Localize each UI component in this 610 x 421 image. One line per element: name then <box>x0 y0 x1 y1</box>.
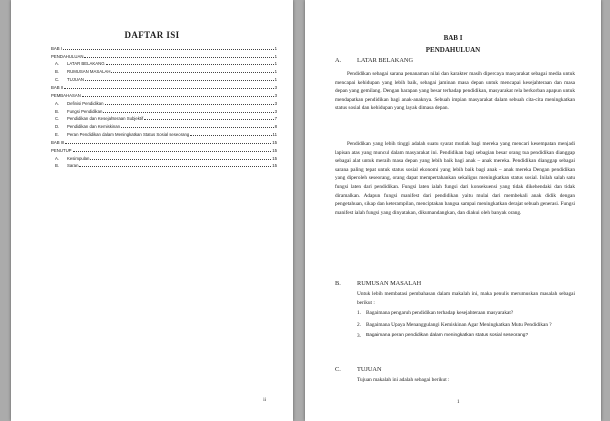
toc-entry-number: E. <box>55 131 60 137</box>
toc-entry <box>51 115 277 123</box>
toc-entry-label: TUJUAN <box>67 76 84 82</box>
toc-entry <box>51 100 277 108</box>
toc-entry-number: B. <box>55 163 60 169</box>
toc-entry-number: A. <box>55 61 60 67</box>
toc-entry-label: Kesimpulan <box>67 155 90 161</box>
toc-dot-leader <box>63 49 274 50</box>
toc-entry <box>51 147 277 155</box>
toc-entry-number: B. <box>55 69 60 75</box>
paragraph-latar-belakang-2: Pendidikan yang lebih tinggi adalah suatu syarat mutlak bagi mereka yang mencari kesempatan menjadi lapisan atas yang muncul dalam masyarakat ini. Pendidikan bagi sebagian besar orang tua pendidikan dianggap sebagai alat untuk meraih masa depan yang lebih baik bagi anak – anak mereka. Pendidikan dianggap sebagai sarana paling tepat untuk status sosial ekonomi yang lebih baik bagi anak – anak mereka Dengan pendidikan yang diperoleh seseorang, orang dapat mempertahankan sekaligus meningkatkan status sosial. Inilah salah satu fungsi laten dari pendidikan. Fungsi laten ialah fungsi dari konsekuensi yang tidak dikehendaki dan tidak diramalkan. Adapun fungsi manifest dari pendidikan yaitu mulai dari membekali anak didik dengan pengetahuan, sikap dan keterampilan, menciptakan bangsa sampai meningkatkan derajat sebuah generasi. Fungsi manifest ialah fungsi yang dinyatakan, dikumandangkan, dan diakui oleh banyak orang. <box>335 141 575 216</box>
question-list <box>357 309 575 344</box>
toc-entry-number: A. <box>55 100 60 106</box>
question-item <box>357 309 575 318</box>
toc-entry-label: RUMUSAN MASALAH <box>67 69 111 75</box>
question-number: 3. <box>357 333 361 340</box>
chapter-page <box>305 0 601 421</box>
section-letter: C. <box>335 366 341 373</box>
toc-entry-number: A. <box>55 155 60 161</box>
toc-entry <box>51 60 277 68</box>
toc-entry-label: Pendidikan dan Kemiskinan <box>67 123 121 129</box>
section-heading-rumusan-masalah <box>335 280 421 288</box>
toc-entry-label: BAB I <box>51 45 62 51</box>
toc-entry-page: 1 <box>274 69 277 75</box>
section-letter: A. <box>335 57 342 64</box>
toc-entry <box>51 76 277 84</box>
toc-dot-leader <box>64 88 273 89</box>
section-title: RUMUSAN MASALAH <box>357 280 422 287</box>
chapter-title: PENDAHULUAN <box>425 46 481 54</box>
toc-entry <box>51 84 277 92</box>
toc-dot-leader <box>105 104 274 105</box>
toc-entry-page: 1 <box>274 76 277 82</box>
toc-entry-number: C. <box>55 76 60 82</box>
toc-entry <box>51 155 277 163</box>
toc-entry <box>51 45 277 53</box>
toc-list <box>51 44 277 170</box>
section-heading-tujuan <box>335 366 382 374</box>
toc-entry-page: 15 <box>272 155 277 161</box>
toc-entry-number: B. <box>55 108 60 114</box>
rumusan-intro: Untuk lebih membatasi pembahasan dalam makalah ini, maka penulis merumuskan masalah sebagai berikut : <box>357 291 575 306</box>
toc-entry-label: PENDAHULUAN <box>51 53 84 59</box>
paragraph-latar-belakang-1: Pendidikan sebagai sarana penanaman nilai dan karakter masih dipercaya masyarakat sebagai media untuk mencapai kehidupan yang lebih baik, sebagai jaminan masa depan untuk mencapai kesejahteraan dan masa depan yang gemilang. Dengan harapan yang besar terhadap pendidikan, masyarakat rela berkorban apapun untuk mendapatkan pendidikan bagi anak-anaknya. Sebuah impian masyarakat dalam sebuah cita-cita meningkatkan status sosial dan kehidupan yang layak dimasa depan. <box>335 71 575 112</box>
toc-entry-page: 1 <box>274 53 277 59</box>
toc-dot-leader <box>121 127 274 128</box>
toc-dot-leader <box>144 119 273 120</box>
toc-entry <box>51 68 277 76</box>
section-title: TUJUAN <box>357 366 382 373</box>
section-heading-latar-belakang <box>335 57 413 65</box>
toc-page <box>11 0 293 421</box>
toc-entry <box>51 108 277 116</box>
toc-entry-page: 15 <box>272 147 277 153</box>
toc-entry-page: 15 <box>272 139 277 145</box>
toc-entry-page: 3 <box>274 100 277 106</box>
toc-entry-page: 7 <box>274 116 277 122</box>
toc-dot-leader <box>85 80 274 81</box>
toc-entry-label: BAB III <box>51 139 65 145</box>
tujuan-intro: Tujuan makalah ini adalah sebagai berikut : <box>357 377 450 383</box>
question-text: Bagaimana Upaya Menanggulangi Kemiskinan Agar Meningkatkan Mutu Pendidikan ? <box>366 321 552 328</box>
question-item <box>357 321 575 330</box>
toc-entry <box>51 162 277 170</box>
toc-dot-leader <box>103 112 273 113</box>
toc-dot-leader <box>84 57 273 58</box>
toc-title: DAFTAR ISI <box>124 30 180 40</box>
chapter-number: BAB I <box>443 34 463 42</box>
toc-entry-label: Peran Pendidikan dalam Meningkatkan Status Sosial seseorang <box>67 131 190 137</box>
toc-entry-page: 3 <box>274 93 277 99</box>
toc-entry-label: Definisi Pendidikan <box>67 100 104 106</box>
toc-entry <box>51 123 277 131</box>
toc-entry-page: 3 <box>274 84 277 90</box>
toc-entry-page: 11 <box>272 131 277 137</box>
section-title: LATAR BELAKANG <box>357 57 413 64</box>
toc-entry-label: Pendidikan dan Kesejahteraan Subjektif <box>67 116 144 122</box>
toc-dot-leader <box>111 72 273 73</box>
toc-entry-label: Fungsi Pendidikan <box>67 108 103 114</box>
question-item <box>357 332 575 341</box>
question-number: 1. <box>357 310 361 316</box>
toc-entry <box>51 131 277 139</box>
toc-dot-leader <box>190 135 271 136</box>
toc-entry-page: 3 <box>274 108 277 114</box>
toc-dot-leader <box>73 151 272 152</box>
toc-entry-label: Saran <box>67 163 79 169</box>
toc-dot-leader <box>79 166 271 167</box>
toc-entry-page: 8 <box>274 123 277 129</box>
toc-entry <box>51 139 277 147</box>
toc-dot-leader <box>90 159 271 160</box>
question-text: Bagaimana peran pendidikan dalam meningkatkan status sosial seseorang? <box>366 333 529 339</box>
toc-entry-number: C. <box>55 116 60 122</box>
question-text: Bagaimana pengaruh pendidikan terhadap kesejahteraan masyarakat? <box>366 310 514 316</box>
toc-dot-leader <box>82 96 274 97</box>
toc-entry-label: BAB II <box>51 84 64 90</box>
toc-dot-leader <box>65 143 271 144</box>
toc-entry <box>51 53 277 61</box>
toc-entry-label: LATAR BELAKANG <box>67 61 105 67</box>
toc-entry-label: PEMBAHASAN <box>51 93 81 99</box>
page-number: ii <box>263 398 266 403</box>
page-number: 1 <box>457 400 460 405</box>
toc-entry-number: D. <box>55 123 60 129</box>
toc-entry <box>51 92 277 100</box>
toc-entry-label: PENUTUP <box>51 147 72 153</box>
section-letter: B. <box>335 280 341 287</box>
question-number: 2. <box>357 321 361 328</box>
toc-dot-leader <box>106 64 274 65</box>
toc-entry-page: 1 <box>274 45 277 51</box>
toc-entry-page: 1 <box>274 61 277 67</box>
toc-entry-page: 15 <box>272 163 277 169</box>
